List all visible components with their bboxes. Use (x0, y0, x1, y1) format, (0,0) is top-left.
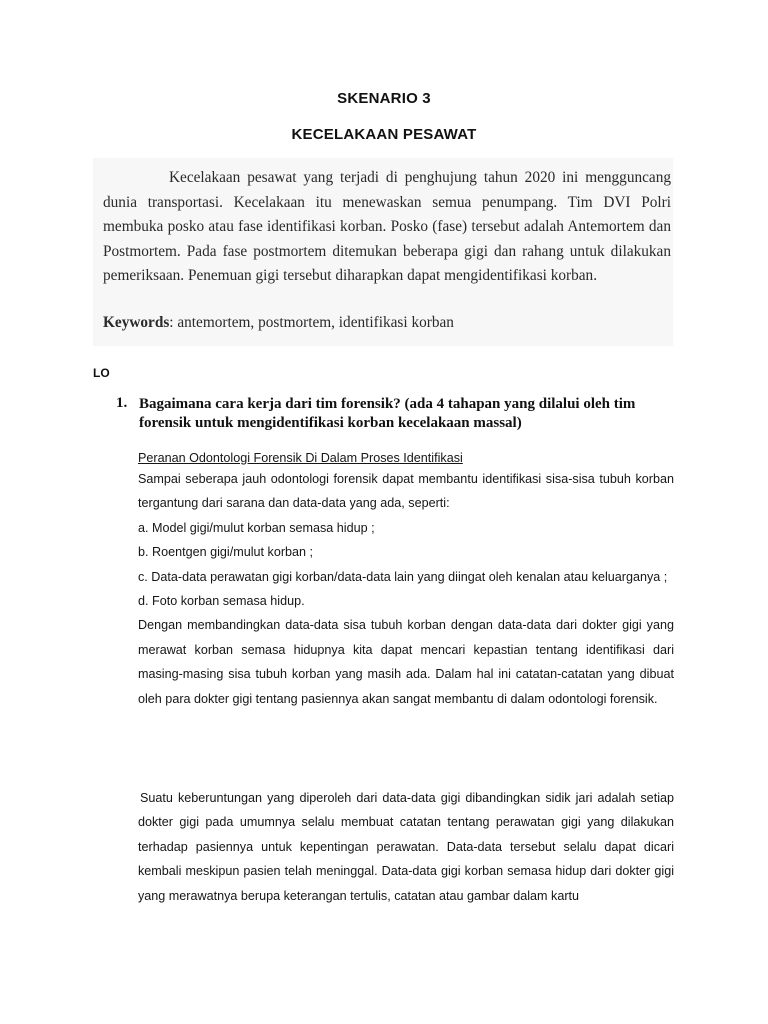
section-body (138, 467, 674, 711)
question-text: Bagaimana cara kerja dari tim forensik? (ada 4 tahapan yang dilalui oleh tim forensik untuk mengidentifikasi korban kecelakaan massal) (139, 396, 636, 431)
list-item-c: c. Data-data perawatan gigi korban/data-data lain yang diingat oleh kenalan atau keluarganya ; (138, 569, 668, 584)
document-title: SKENARIO 3 (337, 90, 431, 107)
list-item-b: b. Roentgen gigi/mulut korban ; (138, 545, 314, 560)
scenario-text (103, 166, 671, 289)
scenario-image (93, 158, 673, 346)
section-heading: Peranan Odontologi Forensik Di Dalam Proses Identifikasi (138, 451, 463, 465)
keywords-label: Keywords (103, 314, 170, 331)
keywords-value: : antemortem, postmortem, identifikasi korban (169, 314, 454, 331)
document-subtitle: KECELAKAAN PESAWAT (291, 126, 477, 143)
paragraph-advantage: Suatu keberuntungan yang diperoleh dari data-data gigi dibandingkan sidik jari adalah setiap dokter gigi pada umumnya selalu membuat catatan tentang perawatan gigi yang dilakukan terhadap pasiennya untuk kepentingan perawatan. Data-data tersebut selalu dapat dicari kembali meskipun pasien telah meninggal. Data-data gigi korban semasa hidup dari dokter gigi yang merawatnya berupa keterangan tertulis, catatan atau gambar dalam kartu (138, 791, 674, 903)
list-item-a: a. Model gigi/mulut korban semasa hidup ; (138, 520, 375, 535)
paragraph-comparison: Dengan membandingkan data-data sisa tubuh korban dengan data-data dari dokter gigi yang merawat korban semasa hidupnya kita dapat mencari kepastian tentang identifikasi dari masing-masing sisa tubuh korban yang masih ada. Dalam hal ini catatan-catatan yang dibuat oleh para dokter gigi tentang pasiennya akan sangat membantu di dalam odontologi forensik. (138, 618, 674, 706)
paragraph-intro: Sampai seberapa jauh odontologi forensik dapat membantu identifikasi sisa-sisa tubuh korban tergantung dari sarana dan data-data yang ada, seperti: (138, 472, 674, 511)
scenario-keywords (103, 314, 454, 332)
list-item-d: d. Foto korban semasa hidup. (138, 594, 305, 609)
section-body-2 (138, 786, 674, 908)
scenario-body: Kecelakaan pesawat yang terjadi di penghujung tahun 2020 ini mengguncang dunia transportasi. Kecelakaan itu menewaskan semua penumpang. Tim DVI Polri membuka posko atau fase identifikasi korban. Posko (fase) tersebut adalah Antemortem dan Postmortem. Pada fase postmortem ditemukan beberapa gigi dan rahang untuk dilakukan pemeriksaan. Penemuan gigi tersebut diharapkan dapat mengidentifikasi korban. (103, 169, 671, 285)
lo-label: LO (93, 366, 110, 380)
question-number: 1. (116, 395, 128, 411)
